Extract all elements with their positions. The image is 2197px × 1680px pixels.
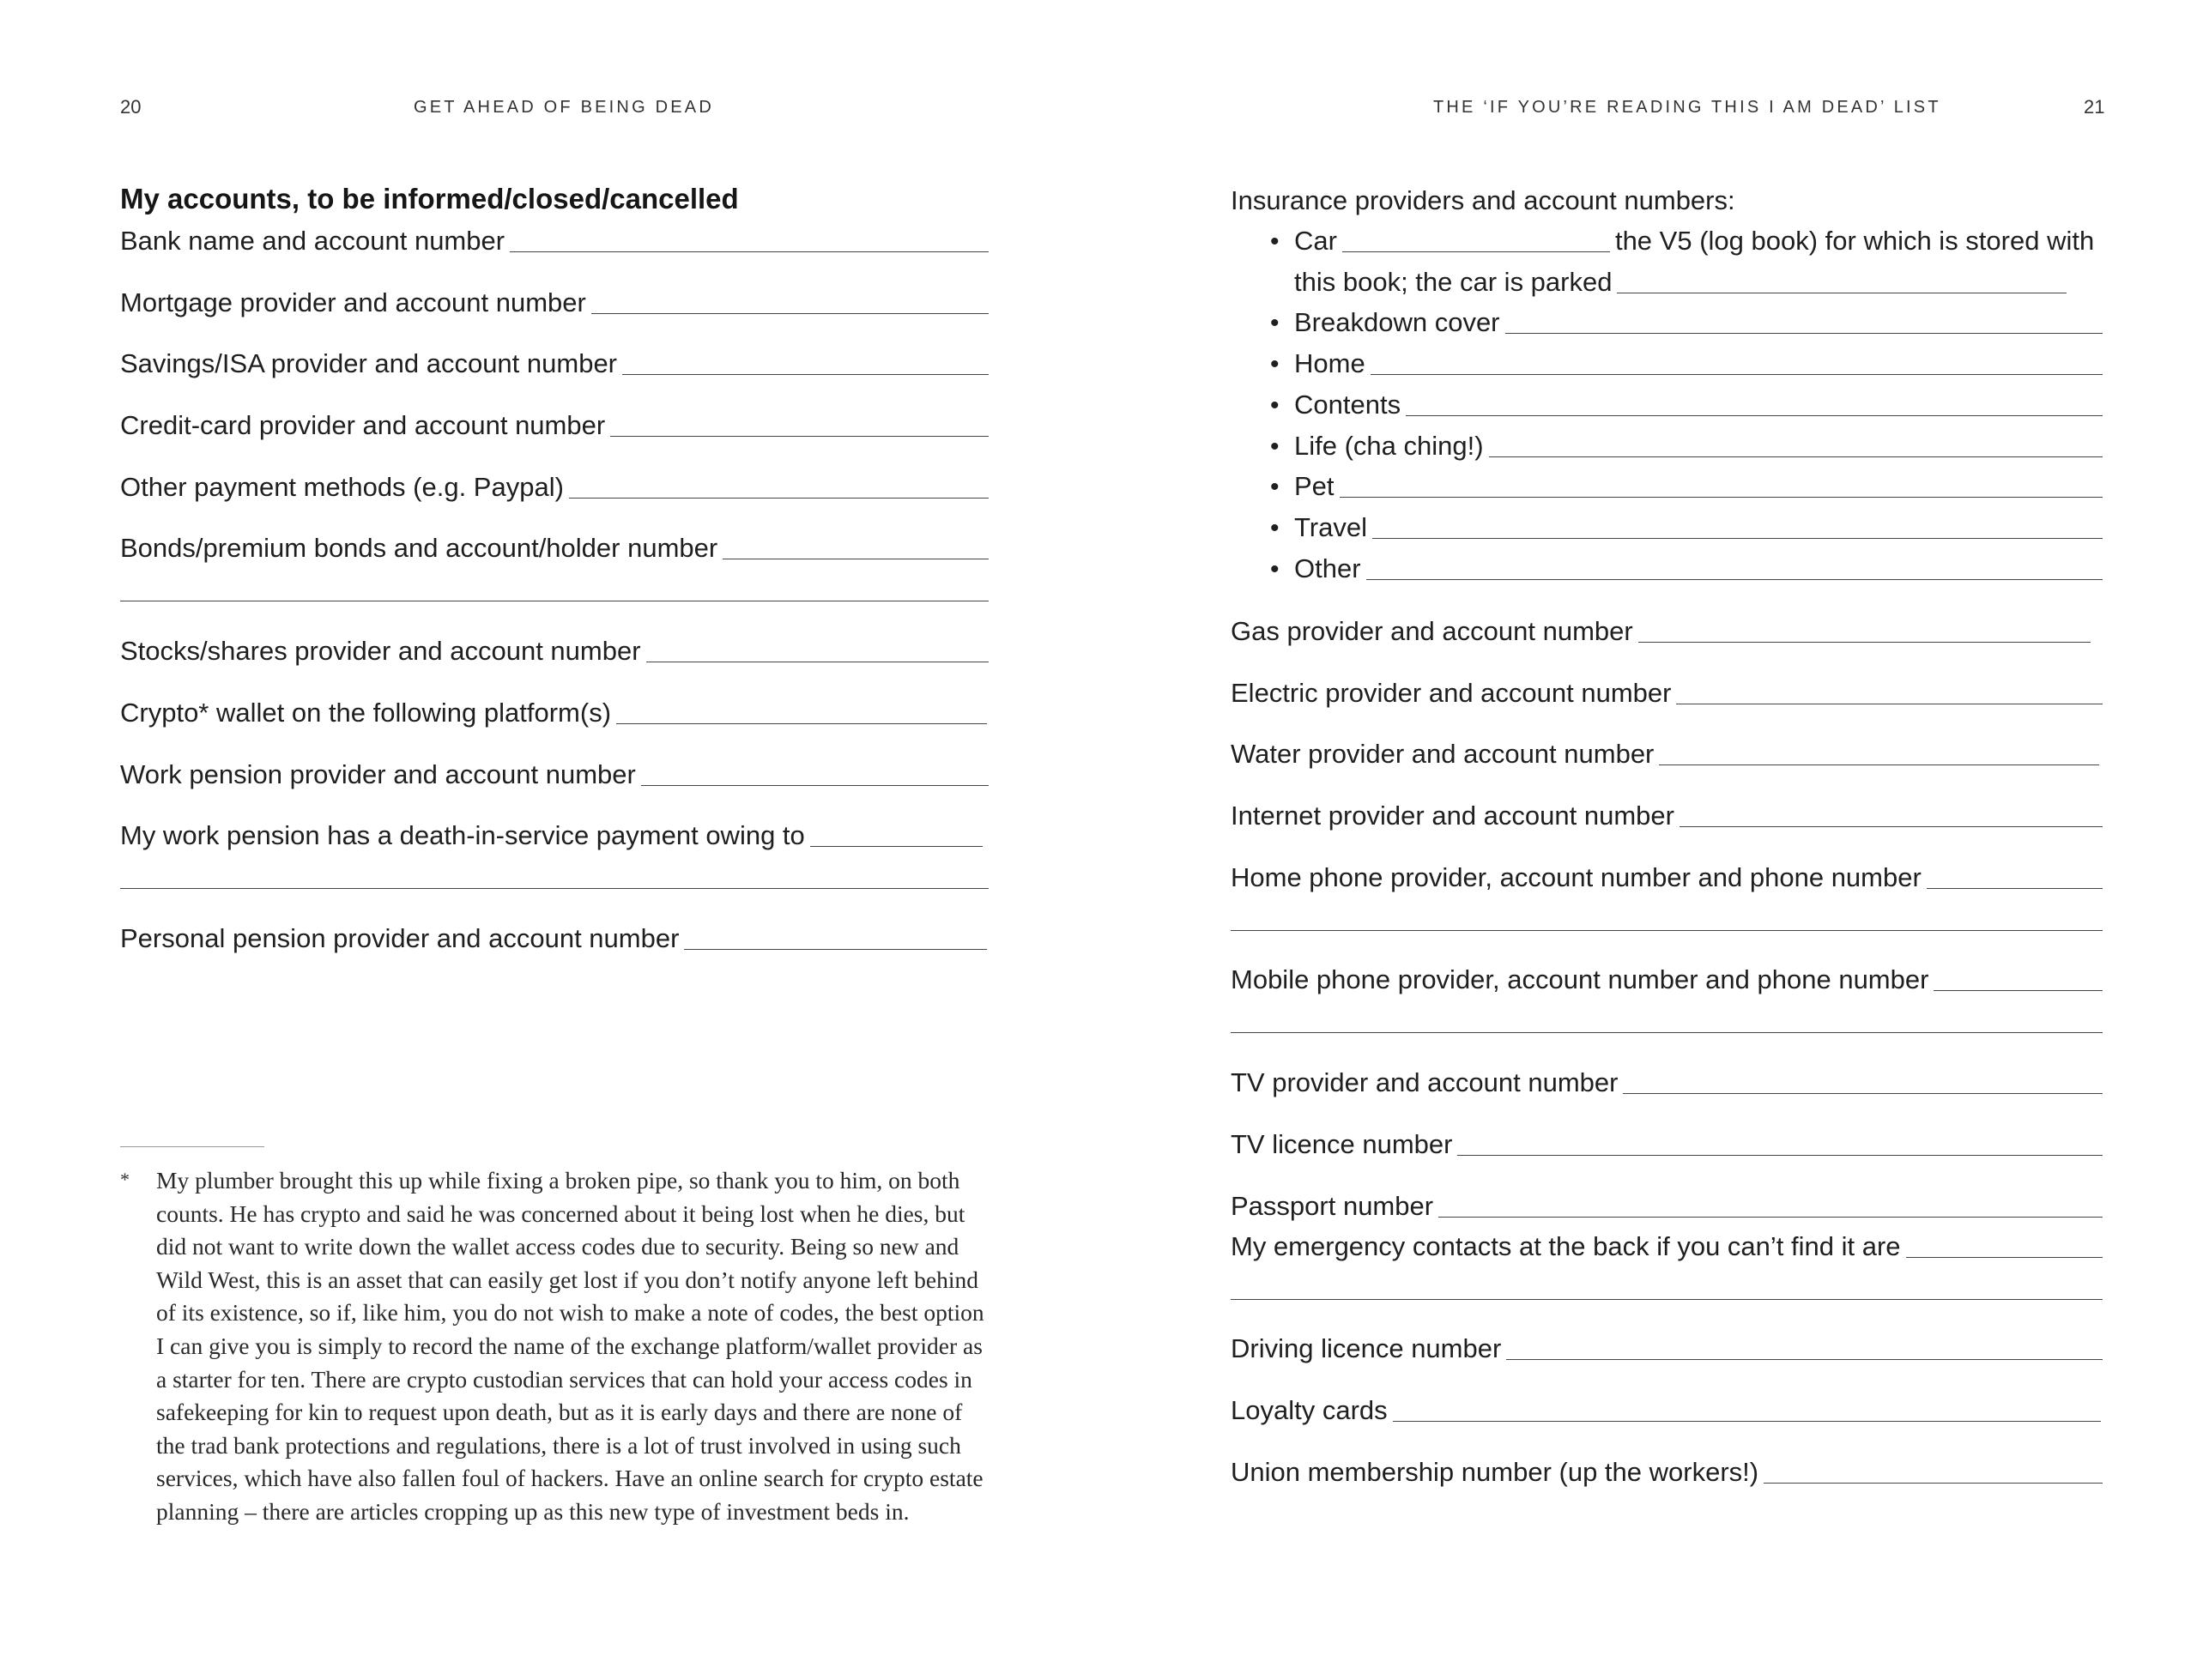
footnote-marker: *	[120, 1169, 130, 1190]
field-label: Other	[1294, 553, 1361, 583]
write-in-line[interactable]	[591, 313, 989, 314]
write-in-line[interactable]	[569, 498, 989, 499]
home-phone-field	[1231, 861, 2103, 894]
field-label: Savings/ISA provider and account number	[120, 348, 618, 378]
write-in-line[interactable]	[1764, 1483, 2103, 1484]
field-label: Union membership number (up the workers!)	[1231, 1457, 1759, 1487]
write-in-line[interactable]	[1231, 930, 2103, 931]
write-in-line[interactable]	[120, 888, 989, 889]
field-label: Pet	[1294, 471, 1335, 501]
insurance-other-field	[1294, 553, 2103, 585]
bullet-icon: •	[1270, 514, 1280, 542]
field-label: My emergency contacts at the back if you can’t find it are	[1231, 1231, 1901, 1261]
driving-licence-field	[1231, 1333, 2103, 1365]
union-membership-field	[1231, 1456, 2103, 1489]
write-in-line[interactable]	[1371, 374, 2103, 375]
write-in-line[interactable]	[684, 949, 987, 950]
death-in-service-field	[120, 819, 983, 852]
running-head-left: GET AHEAD OF BEING DEAD	[414, 98, 714, 117]
field-label: Bonds/premium bonds and account/holder number	[120, 533, 718, 563]
stocks-shares-field	[120, 635, 989, 668]
water-field	[1231, 738, 2099, 771]
crypto-wallet-field	[120, 697, 987, 729]
electric-field	[1231, 677, 2103, 710]
write-in-line[interactable]	[810, 846, 983, 847]
write-in-line[interactable]	[1934, 990, 2103, 991]
write-in-line[interactable]	[1340, 497, 2103, 498]
footnote-line: the trad bank protections and regulations, there is a lot of trust involved in using such	[156, 1432, 961, 1459]
bullet-icon: •	[1270, 555, 1280, 583]
insurance-contents-field	[1294, 389, 2103, 421]
credit-card-field	[120, 409, 989, 442]
write-in-line[interactable]	[1231, 1032, 2103, 1033]
insurance-life-field	[1294, 430, 2103, 462]
footnote-line: counts. He has crypto and said he was concerned about it being lost when he dies, but	[156, 1200, 965, 1227]
insurance-home-field	[1294, 347, 2103, 380]
field-label: Work pension provider and account number	[120, 759, 636, 789]
mortgage-field	[120, 287, 989, 319]
write-in-line[interactable]	[1659, 764, 2099, 765]
write-in-line[interactable]	[1342, 251, 1610, 252]
write-in-line[interactable]	[1231, 1299, 2103, 1300]
section-heading: My accounts, to be informed/closed/cancelled	[120, 183, 739, 215]
field-label: Bank name and account number	[120, 226, 505, 256]
write-in-line[interactable]	[610, 436, 989, 437]
field-label: My work pension has a death-in-service payment owing to	[120, 820, 805, 850]
write-in-line[interactable]	[1366, 579, 2103, 580]
field-label: TV licence number	[1231, 1129, 1453, 1159]
personal-pension-field	[120, 922, 987, 955]
page-number-left: 20	[120, 96, 142, 118]
write-in-line[interactable]	[1372, 538, 2103, 539]
field-label: Travel	[1294, 512, 1367, 542]
footnote-line: Wild West, this is an asset that can easily get lost if you don’t notify anyone left behind	[156, 1266, 978, 1293]
write-in-line[interactable]	[1906, 1257, 2103, 1258]
loyalty-cards-field	[1231, 1394, 2101, 1427]
field-label: Car	[1294, 226, 1337, 256]
field-label: Driving licence number	[1231, 1333, 1502, 1363]
write-in-line[interactable]	[622, 374, 989, 375]
field-label: Home	[1294, 348, 1365, 378]
field-label: Mobile phone provider, account number and phone number	[1231, 964, 1929, 994]
tv-provider-field	[1231, 1067, 2103, 1099]
field-label: Home phone provider, account number and phone number	[1231, 862, 1922, 892]
field-label: Loyalty cards	[1231, 1395, 1388, 1425]
field-label: Breakdown cover	[1294, 307, 1500, 337]
field-label: TV provider and account number	[1231, 1067, 1619, 1097]
footnote-line: safekeeping for kin to request upon death, but as it is early days and there are none of	[156, 1399, 963, 1425]
write-in-line[interactable]	[1457, 1155, 2103, 1156]
write-in-line[interactable]	[1680, 826, 2103, 827]
write-in-line[interactable]	[1393, 1421, 2101, 1422]
savings-isa-field	[120, 347, 989, 380]
other-payment-field	[120, 471, 989, 504]
gas-field	[1231, 615, 2091, 648]
write-in-line[interactable]	[1438, 1217, 2103, 1218]
field-label: the V5 (log book) for which is stored with	[1614, 226, 2095, 256]
footnote-line: did not want to write down the wallet access codes due to security. Being so new and	[156, 1233, 959, 1260]
footnote-line: of its existence, so if, like him, you do not wish to make a note of codes, the best option	[156, 1299, 984, 1326]
write-in-line[interactable]	[1406, 415, 2103, 416]
footnote-line: a starter for ten. There are crypto custodian services that can hold your access codes in	[156, 1366, 972, 1393]
field-label: Water provider and account number	[1231, 739, 1655, 769]
footnote-line: My plumber brought this up while fixing a broken pipe, so thank you to him, on both	[156, 1167, 960, 1194]
insurance-heading: Insurance providers and account numbers:	[1231, 185, 1735, 215]
emergency-contacts-field	[1231, 1230, 2103, 1263]
bullet-icon: •	[1270, 473, 1280, 501]
write-in-line[interactable]	[1927, 888, 2103, 889]
mobile-phone-field	[1231, 964, 2103, 996]
footnote-line: planning – there are articles cropping up as this new type of investment beds in.	[156, 1498, 910, 1525]
car-parked-field	[1294, 266, 2067, 299]
write-in-line[interactable]	[510, 251, 989, 252]
field-label: Crypto* wallet on the following platform(s)	[120, 698, 612, 728]
field-label: Other payment methods (e.g. Paypal)	[120, 472, 564, 502]
field-label: Credit-card provider and account number	[120, 410, 606, 440]
tv-licence-field	[1231, 1128, 2103, 1161]
footnote-line: services, which have also fallen foul of hackers. Have an online search for crypto estate	[156, 1465, 984, 1491]
write-in-line[interactable]	[1638, 642, 2091, 643]
work-pension-field	[120, 758, 989, 791]
insurance-breakdown-field	[1294, 306, 2103, 339]
internet-field	[1231, 800, 2103, 832]
bonds-field	[120, 532, 989, 565]
field-label: Gas provider and account number	[1231, 616, 1633, 646]
write-in-line[interactable]	[1623, 1093, 2103, 1094]
field-label: Electric provider and account number	[1231, 678, 1672, 708]
bullet-icon: •	[1270, 350, 1280, 378]
field-label: Personal pension provider and account number	[120, 923, 680, 953]
page-number-right: 21	[2084, 96, 2105, 118]
field-label: Contents	[1294, 390, 1401, 420]
field-label: Mortgage provider and account number	[120, 287, 586, 317]
write-in-line[interactable]	[616, 723, 987, 724]
bullet-icon: •	[1270, 432, 1280, 461]
field-label: this book; the car is parked	[1294, 267, 1613, 297]
bullet-icon: •	[1270, 227, 1280, 256]
write-in-line[interactable]	[1489, 456, 2103, 457]
write-in-line[interactable]	[641, 785, 989, 786]
field-label: Internet provider and account number	[1231, 801, 1674, 831]
passport-field	[1231, 1190, 2103, 1223]
insurance-pet-field	[1294, 470, 2103, 503]
running-head-right: THE ‘IF YOU’RE READING THIS I AM DEAD’ LIST	[1433, 98, 1941, 117]
bank-account-field	[120, 225, 989, 257]
field-label: Life (cha ching!)	[1294, 431, 1484, 461]
field-label: Passport number	[1231, 1191, 1434, 1221]
write-in-line[interactable]	[1506, 1359, 2103, 1360]
field-label: Stocks/shares provider and account number	[120, 636, 641, 666]
insurance-travel-field	[1294, 511, 2103, 544]
write-in-line[interactable]	[1505, 333, 2103, 334]
bullet-icon: •	[1270, 391, 1280, 420]
insurance-car-field	[1294, 225, 2094, 257]
bullet-icon: •	[1270, 309, 1280, 337]
footnote-line: I can give you is simply to record the name of the exchange platform/wallet provider as	[156, 1333, 983, 1359]
footnote-rule	[120, 1146, 264, 1147]
